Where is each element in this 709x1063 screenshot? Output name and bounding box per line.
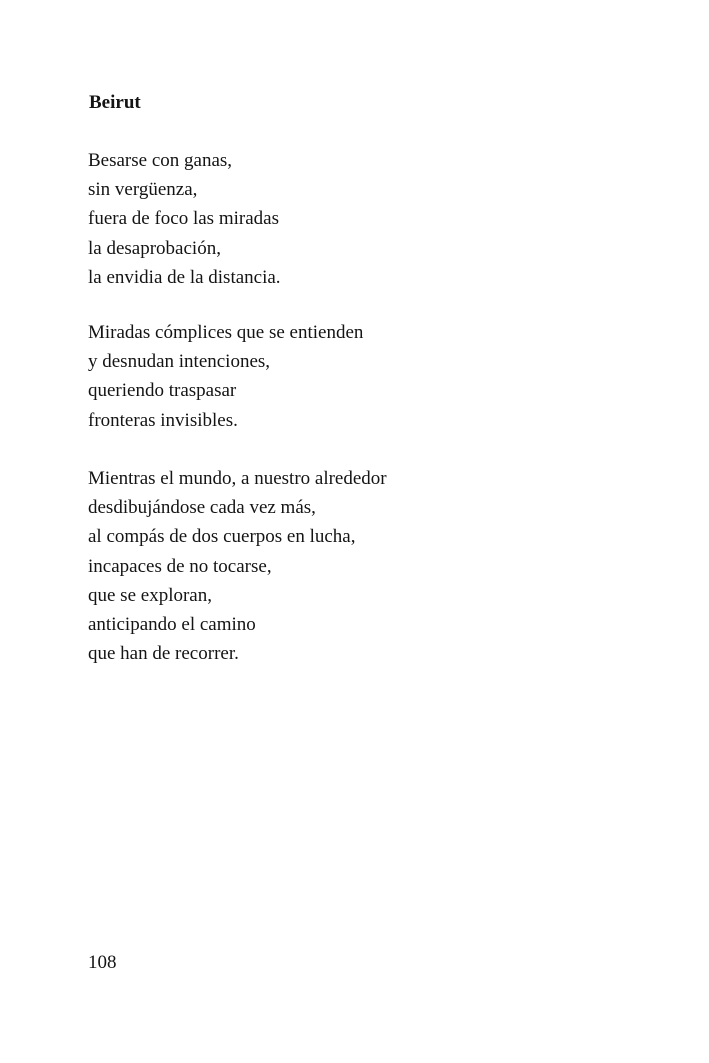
verse-line: la desaprobación, (88, 237, 221, 259)
verse-line: que se exploran, (88, 584, 212, 606)
verse-line: Mientras el mundo, a nuestro alrededor (88, 468, 387, 489)
verse-line: fronteras invisibles. (88, 409, 238, 431)
verse-line: anticipando el camino (88, 614, 256, 636)
verse-line: Miradas cómplices que se entienden (88, 322, 364, 343)
verse-line: sin vergüenza, (88, 179, 198, 201)
verse-line: queriendo traspasar (88, 380, 237, 402)
verse-line: fuera de foco las miradas (88, 208, 279, 230)
verse-line: desdibujándose cada vez más, (88, 497, 316, 519)
verse-line: incapaces de no tocarse, (88, 555, 272, 577)
stanza-3 (88, 464, 387, 668)
verse-line: al compás de dos cuerpos en lucha, (88, 526, 356, 548)
stanza-2 (88, 318, 363, 435)
page-number: 108 (88, 952, 117, 973)
poem-title: Beirut (89, 92, 141, 113)
verse-line: la envidia de la distancia. (88, 266, 281, 288)
verse-line: que han de recorrer. (88, 643, 239, 665)
stanza-1 (88, 146, 281, 292)
verse-line: y desnudan intenciones, (88, 351, 271, 373)
verse-line: Besarse con ganas, (88, 150, 233, 171)
